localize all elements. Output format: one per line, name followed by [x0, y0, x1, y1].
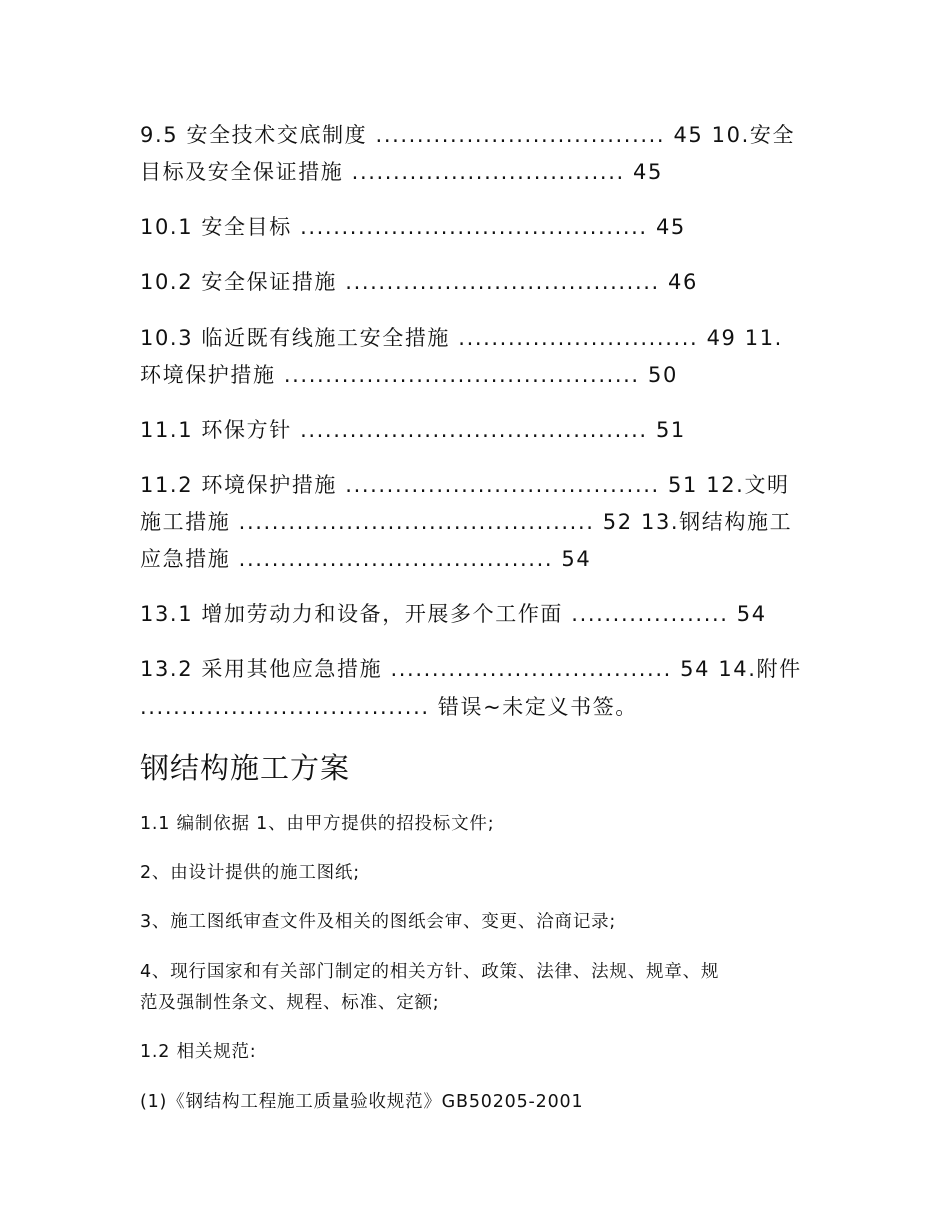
toc-entry: 10.2 安全保证措施 ...................................... 46 — [140, 270, 698, 294]
toc-entry: 13.1 增加劳动力和设备，开展多个工作面 ................... 54 — [140, 602, 767, 626]
paragraph: 范及强制性条文、规程、标准、定额; — [140, 993, 440, 1013]
toc-entry: ................................... 错误~未定义书签。 — [140, 695, 638, 719]
toc-entry: 应急措施 ...................................... 54 — [140, 547, 592, 571]
paragraph: 3、施工图纸审查文件及相关的图纸会审、变更、洽商记录; — [140, 912, 617, 932]
toc-entry: 11.1 环保方针 .......................................... 51 — [140, 418, 686, 442]
document-title: 钢结构施工方案 — [140, 751, 351, 785]
toc-entry: 13.2 采用其他应急措施 .................................. 54 14.附件 — [140, 657, 802, 681]
toc-entry: 目标及安全保证措施 ................................. 45 — [140, 160, 663, 184]
paragraph: (1)《钢结构工程施工质量验收规范》GB50205-2001 — [140, 1092, 584, 1112]
paragraph: 4、现行国家和有关部门制定的相关方针、政策、法律、法规、规章、规 — [140, 962, 720, 982]
paragraph: 2、由设计提供的施工图纸; — [140, 863, 360, 883]
toc-entry: 10.3 临近既有线施工安全措施 ............................. 49 11. — [140, 326, 783, 350]
paragraph: 1.1 编制依据 1、由甲方提供的招投标文件; — [140, 814, 495, 834]
toc-entry: 11.2 环境保护措施 ...................................... 51 12.文明 — [140, 473, 790, 497]
toc-entry: 9.5 安全技术交底制度 ................................... 45 10.安全 — [140, 123, 796, 147]
toc-entry: 施工措施 ........................................... 52 13.钢结构施工 — [140, 510, 793, 534]
paragraph: 1.2 相关规范: — [140, 1042, 257, 1062]
toc-entry: 10.1 安全目标 .......................................... 45 — [140, 215, 686, 239]
toc-entry: 环境保护措施 ........................................... 50 — [140, 363, 678, 387]
